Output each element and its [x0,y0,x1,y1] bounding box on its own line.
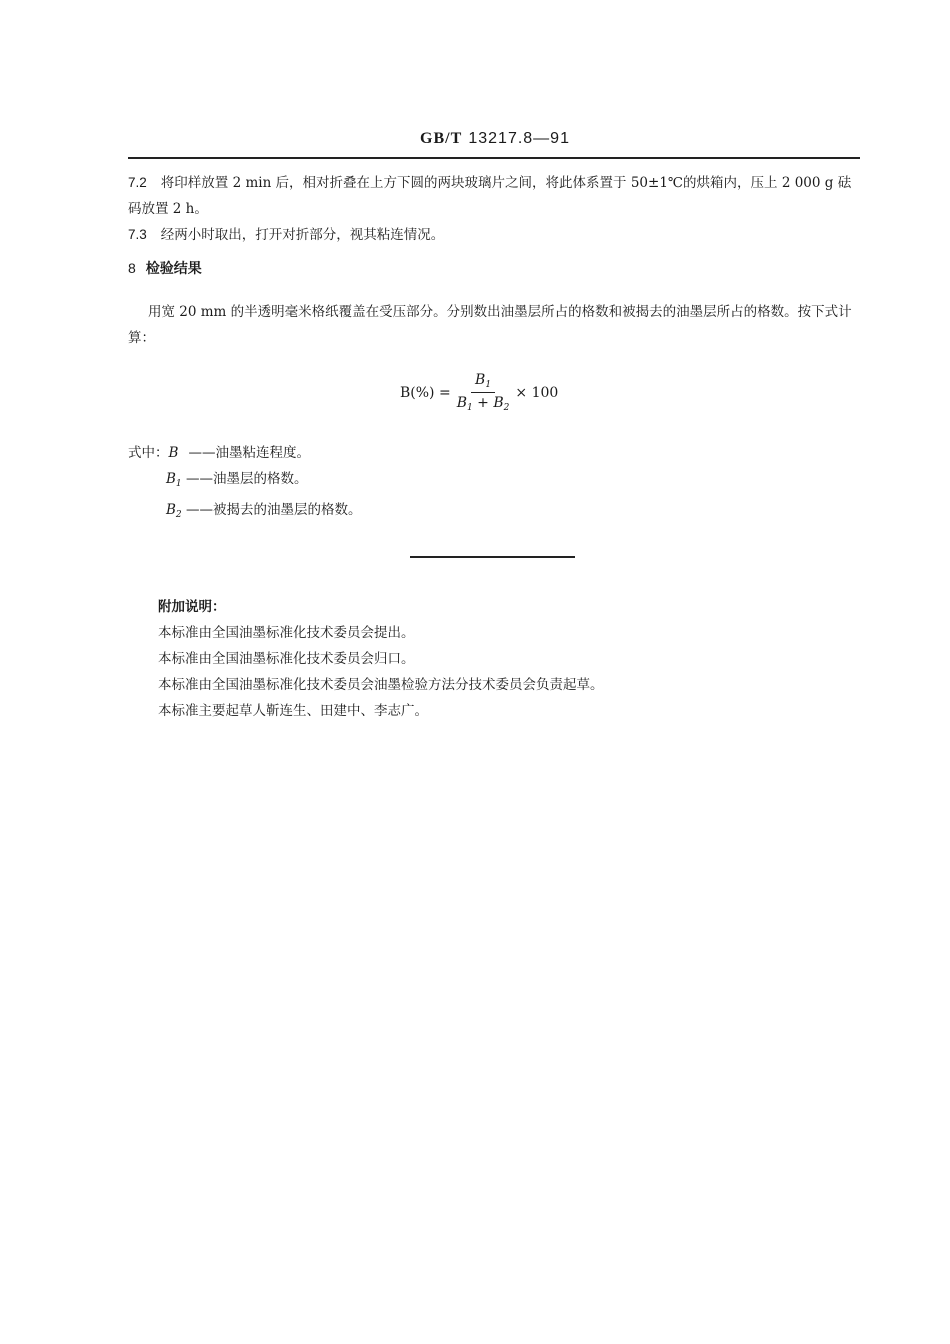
formula-denominator: $B_1 + B_2$ [456,395,510,413]
additional-notes [158,594,604,724]
clause-7-2 [128,170,860,222]
definition-row: $B_1$ ——油墨层的格数。 [166,471,308,489]
formula-fraction [457,372,510,413]
section-8-body: 用宽 20 mm 的半透明毫米格纸覆盖在受压部分。分别数出油墨层所占的格数和被揭去的油墨层所占的格数。按下式计算： [128,304,852,346]
formula-multiplier: × 100 [515,384,559,401]
variable-definitions [128,440,362,528]
note-line: 本标准由全国油墨标准化技术委员会提出。 [158,625,415,641]
where-label: 式中： [128,445,169,461]
note-line: 本标准由全国油墨标准化技术委员会油墨检验方法分技术委员会负责起草。 [158,677,604,693]
notes-title: 附加说明： [158,599,226,615]
section-number: 8 [128,260,136,276]
section-title: 检验结果 [145,261,202,277]
formula-lhs: B(%) = [400,384,451,401]
end-rule [410,556,575,558]
definition-row: 式中：B ——油墨粘连程度。 [128,445,310,461]
definition-row: $B_2$ ——被揭去的油墨层的格数。 [166,502,362,520]
clause-text: 将印样放置 2 min 后，相对折叠在上方下圆的两块玻璃片之间，将此体系置于 50±1℃的烘箱内，压上 2 000 g 砝码放置 2 h。 [128,175,852,217]
clause-number: 7.2 [128,175,147,190]
section-8-heading [128,258,202,278]
clause-number: 7.3 [128,227,147,242]
formula [400,372,558,413]
note-line: 本标准主要起草人靳连生、田建中、李志广。 [158,703,428,719]
standard-code: GB/T [420,130,463,147]
clause-7-3 [128,222,860,248]
clause-text: 经两小时取出，打开对折部分，视其粘连情况。 [160,227,445,243]
formula-numerator: $B_1$ [471,372,495,393]
page-header [0,128,950,148]
note-line: 本标准由全国油墨标准化技术委员会归口。 [158,651,415,667]
header-rule [128,157,860,159]
standard-number: 13217.8—91 [468,130,570,147]
